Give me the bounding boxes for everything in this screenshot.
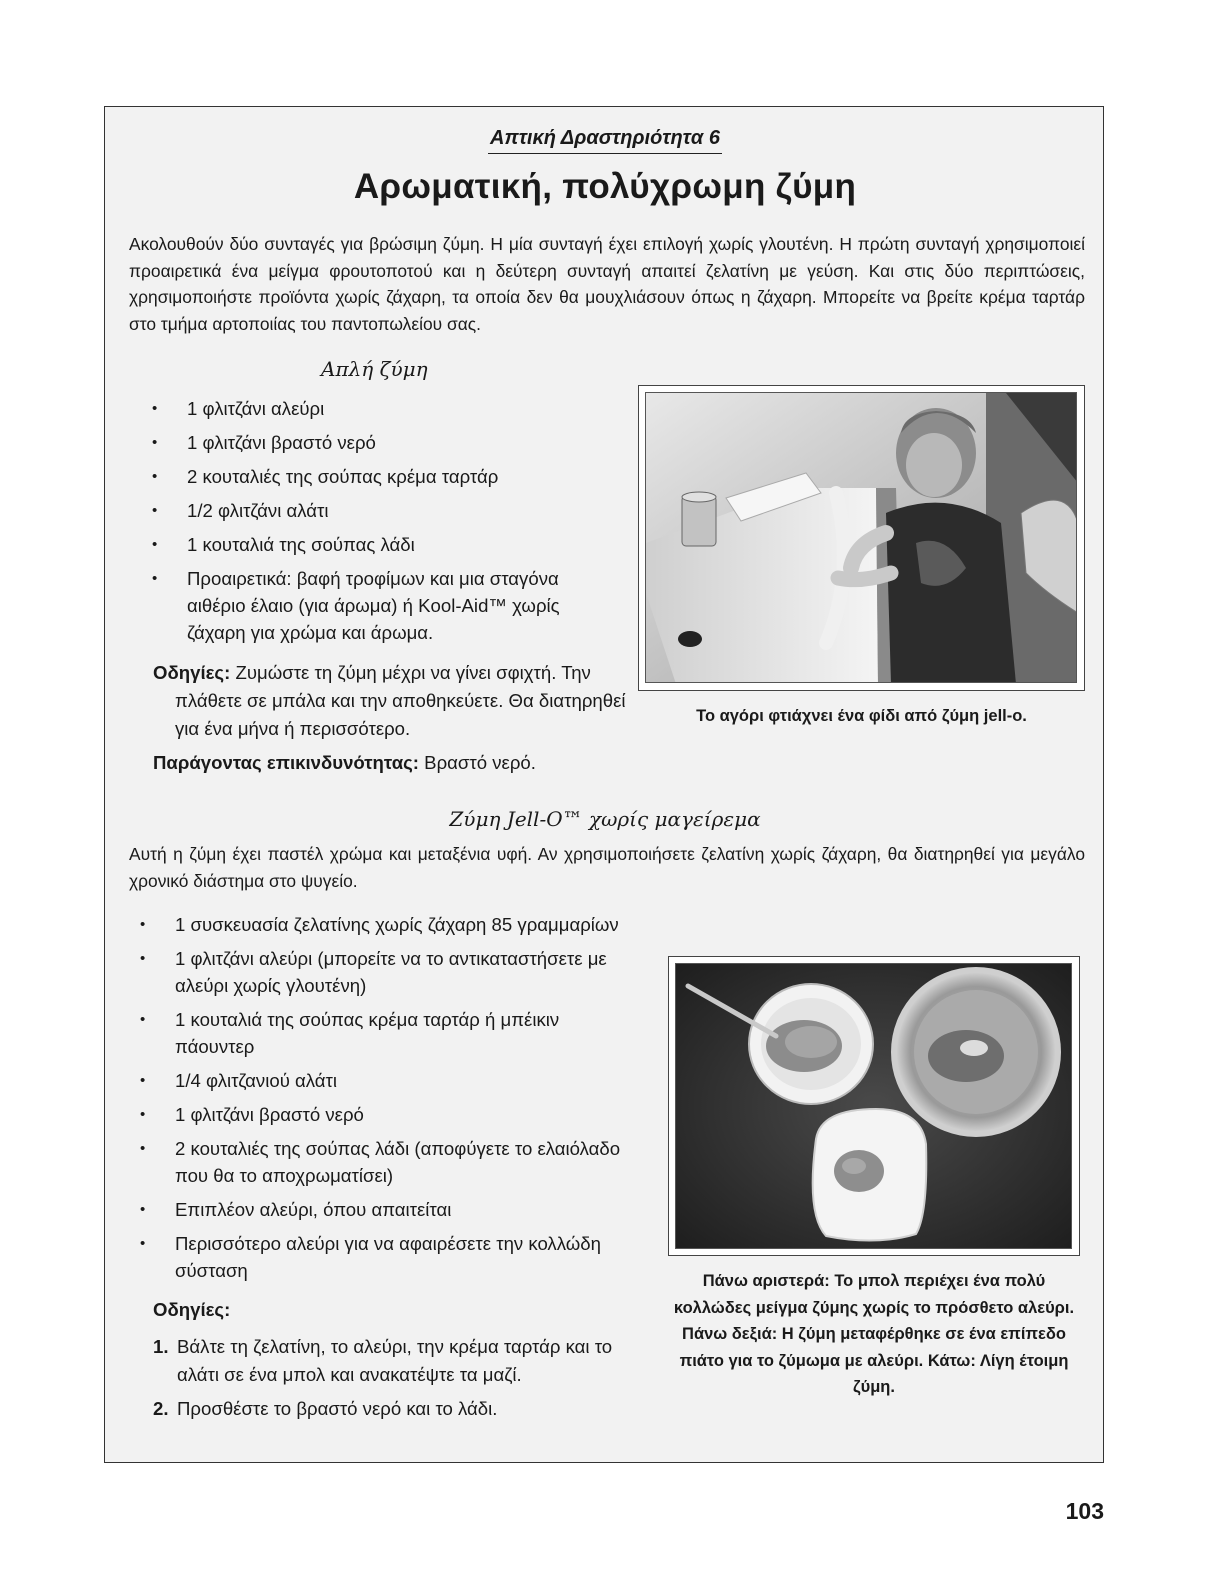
photo2-caption: Πάνω αριστερά: Το μπολ περιέχει ένα πολύ κολλώδες μείγμα ζύμης χωρίς το πρόσθετο αλεύρι. Πάνω δεξιά: Η ζύμη μεταφέρθηκε σε ένα επίπεδο πιάτο για το ζύμωμα με αλεύρι. Κάτω: Λίγη έτοιμη ζύμη. bbox=[673, 1272, 1075, 1396]
activity-label-wrap bbox=[105, 127, 1105, 154]
risk-text: Βραστό νερό. bbox=[424, 752, 536, 773]
directions-label: Οδηγίες: bbox=[153, 662, 231, 683]
recipe2-directions-label: Οδηγίες: bbox=[153, 1299, 231, 1320]
recipe1-risk bbox=[153, 749, 653, 777]
activity-box bbox=[104, 106, 1104, 1463]
list-item: • 1/2 φλιτζάνι αλάτι bbox=[149, 497, 619, 524]
photo1-frame bbox=[638, 385, 1085, 691]
page-title: Αρωματική, πολύχρωμη ζύμη bbox=[353, 167, 857, 206]
risk-label: Παράγοντας επικινδυνότητας: bbox=[153, 752, 419, 773]
step-text: Προσθέστε το βραστό νερό και το λάδι. bbox=[177, 1398, 498, 1419]
list-item: • 1 φλιτζάνι βραστό νερό bbox=[149, 429, 619, 456]
list-item: • 2 κουταλιές της σούπας λάδι (αποφύγετε το ελαιόλαδο που θα το αποχρωματίσει) bbox=[137, 1135, 642, 1189]
recipe1-directions bbox=[153, 659, 645, 743]
page-number: 103 bbox=[1065, 1498, 1104, 1524]
step-number: 2. bbox=[153, 1398, 169, 1419]
boy-making-snake-photo bbox=[645, 392, 1077, 683]
dough-bowls-photo bbox=[675, 963, 1072, 1249]
step-item bbox=[153, 1395, 643, 1423]
photo2-frame bbox=[668, 956, 1080, 1256]
recipe2-heading: Ζύμη Jell-O™ χωρίς μαγείρεμα bbox=[449, 807, 761, 831]
list-item: • 1 συσκευασία ζελατίνης χωρίς ζάχαρη 85 γραμμαρίων bbox=[137, 911, 642, 938]
list-item: • 1 φλιτζάνι αλεύρι bbox=[149, 395, 619, 422]
list-item: • 1 φλιτζάνι αλεύρι (μπορείτε να το αντικαταστήσετε με αλεύρι χωρίς γλουτένη) bbox=[137, 945, 642, 999]
step-number: 1. bbox=[153, 1336, 169, 1357]
list-item: • 1 φλιτζάνι βραστό νερό bbox=[137, 1101, 642, 1128]
list-item: • Επιπλέον αλεύρι, όπου απαιτείται bbox=[137, 1196, 642, 1223]
list-item: • 1/4 φλιτζανιού αλάτι bbox=[137, 1067, 642, 1094]
intro-paragraph: Ακολουθούν δύο συνταγές για βρώσιμη ζύμη. Η μία συνταγή έχει επιλογή χωρίς γλουτένη. Η πρώτη συνταγή χρησιμοποιεί προαιρετικά ένα μείγμα φρουτοποτού και η δεύτερη συνταγή απαιτεί ζελατίνη με γεύση. Και στις δύο περιπτώσεις, χρησιμοποιήστε προϊόντα χωρίς ζάχαρη, τα οποία δεν θα μουχλιάσουν όπως η ζάχαρη. Μπορείτε να βρείτε κρέμα ταρτάρ στο τμήμα αρτοποιίας του παντοπωλείου σας. bbox=[129, 234, 1085, 334]
step-text: Βάλτε τη ζελατίνη, το αλεύρι, την κρέμα ταρτάρ και το αλάτι σε ένα μπολ και ανακατέψτε τα μαζί. bbox=[177, 1336, 613, 1385]
recipe1-heading: Απλή ζύμη bbox=[321, 357, 428, 381]
list-item: • Περισσότερο αλεύρι για να αφαιρέσετε την κολλώδη σύσταση bbox=[137, 1230, 642, 1284]
photo1-caption: Το αγόρι φτιάχνει ένα φίδι από ζύμη jell-o. bbox=[696, 707, 1027, 725]
list-item: • 1 κουταλιά της σούπας κρέμα ταρτάρ ή μπέικιν πάουντερ bbox=[137, 1006, 642, 1060]
directions-text: Ζυμώστε τη ζύμη μέχρι να γίνει σφιχτή. Την πλάθετε σε μπάλα και την αποθηκεύετε. Θα διατηρηθεί για ένα μήνα ή περισσότερο. bbox=[175, 662, 626, 739]
list-item: • Προαιρετικά: βαφή τροφίμων και μια σταγόνα αιθέριο έλαιο (για άρωμα) ή Kool-Aid™ χωρίς ζάχαρη για χρώμα και άρωμα. bbox=[149, 565, 619, 646]
list-item: • 1 κουταλιά της σούπας λάδι bbox=[149, 531, 619, 558]
recipe2-intro: Αυτή η ζύμη έχει παστέλ χρώμα και μεταξένια υφή. Αν χρησιμοποιήσετε ζελατίνη χωρίς ζάχαρη, θα διατηρηθεί για μεγάλο χρονικό διάστημα στο ψυγείο. bbox=[129, 844, 1085, 891]
list-item: • 2 κουταλιές της σούπας κρέμα ταρτάρ bbox=[149, 463, 619, 490]
recipe1-ingredient-list bbox=[149, 395, 619, 653]
activity-label: Απτική Δραστηριότητα 6 bbox=[488, 127, 722, 154]
recipe2-steps bbox=[153, 1333, 643, 1429]
recipe2-ingredient-list bbox=[137, 911, 642, 1291]
step-item bbox=[153, 1333, 643, 1389]
